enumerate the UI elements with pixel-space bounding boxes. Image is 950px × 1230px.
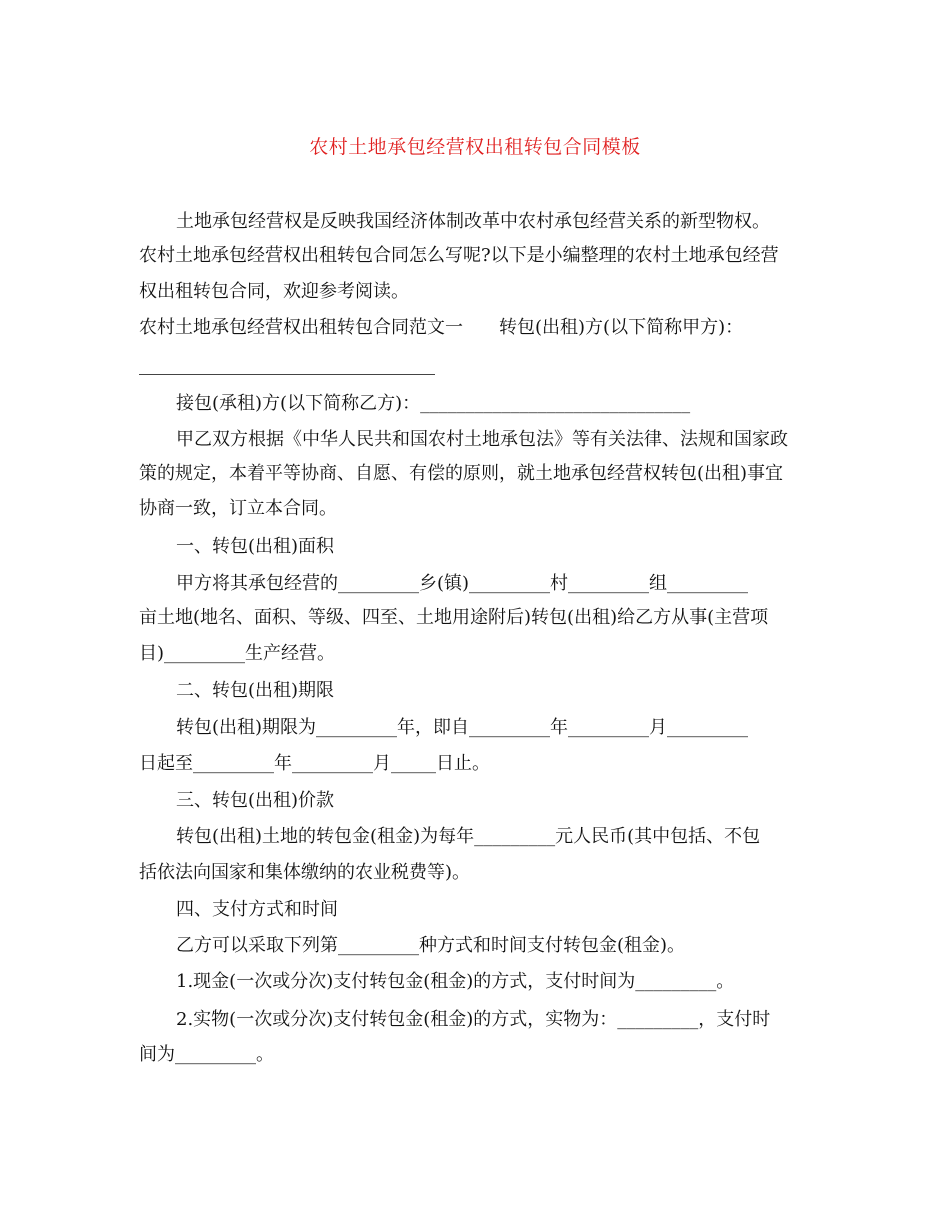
payment-option-1: 1.现金(一次或分次)支付转包金(租金)的方式，支付时间为_________。 bbox=[176, 971, 735, 992]
price-line-2: 括依法向国家和集体缴纳的农业税费等)。 bbox=[139, 862, 471, 883]
party-b-line: 接包(承租)方(以下简称乙方)：______________________________ bbox=[176, 393, 691, 414]
payment-option-2-line-1: 2.实物(一次或分次)支付转包金(租金)的方式，实物为：_________，支付时 bbox=[176, 1009, 771, 1030]
paragraph-intro-line-3: 权出租转包合同，欢迎参考阅读。 bbox=[139, 281, 409, 302]
sample-heading-line: 农村土地承包经营权出租转包合同范文一 转包(出租)方(以下简称甲方)： bbox=[139, 317, 744, 338]
section-heading-payment: 四、支付方式和时间 bbox=[176, 899, 338, 920]
preamble-line-1: 甲乙双方根据《中华人民共和国农村土地承包法》等有关法律、法规和国家政 bbox=[176, 429, 788, 450]
area-line-2: 亩土地(地名、面积、等级、四至、土地用途附后)转包(出租)给乙方从事(主营项 bbox=[139, 607, 769, 628]
party-a-blank bbox=[139, 374, 435, 375]
term-line-2: 日起至_________年_________月_____日止。 bbox=[139, 753, 490, 774]
section-heading-area: 一、转包(出租)面积 bbox=[176, 536, 335, 557]
paragraph-intro-line-1: 土地承包经营权是反映我国经济体制改革中农村承包经营关系的新型物权。 bbox=[176, 211, 770, 232]
preamble-line-3: 协商一致，订立本合同。 bbox=[139, 498, 337, 519]
document-title: 农村土地承包经营权出租转包合同模板 bbox=[309, 136, 641, 158]
area-line-1: 甲方将其承包经营的_________乡(镇)_________村_________组_________ bbox=[176, 573, 749, 594]
term-line-1: 转包(出租)期限为_________年，即自_________年_________月_________ bbox=[176, 717, 749, 738]
area-line-3: 目)_________生产经营。 bbox=[139, 643, 336, 664]
section-heading-term: 二、转包(出租)期限 bbox=[176, 680, 335, 701]
payment-line-1: 乙方可以采取下列第_________种方式和时间支付转包金(租金)。 bbox=[176, 935, 686, 956]
paragraph-intro-line-2: 农村土地承包经营权出租转包合同怎么写呢?以下是小编整理的农村土地承包经营 bbox=[139, 245, 779, 266]
price-line-1: 转包(出租)土地的转包金(租金)为每年_________元人民币(其中包括、不包 bbox=[176, 826, 761, 847]
payment-option-2-line-2: 间为_________。 bbox=[139, 1044, 274, 1065]
section-heading-price: 三、转包(出租)价款 bbox=[176, 790, 335, 811]
preamble-line-2: 策的规定，本着平等协商、自愿、有偿的原则，就土地承包经营权转包(出租)事宜 bbox=[139, 463, 784, 484]
